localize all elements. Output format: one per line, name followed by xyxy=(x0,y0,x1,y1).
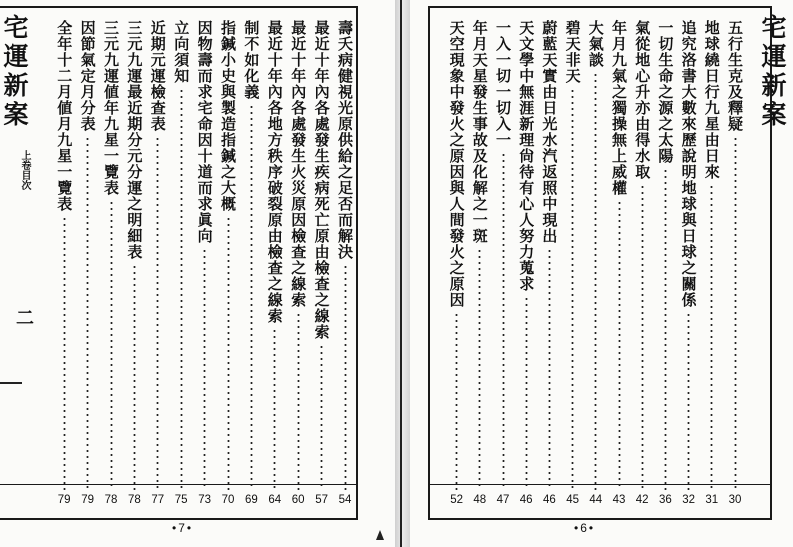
toc-entry-title: 最近十年內各處發生疾病死亡原由檢查之線索 xyxy=(312,20,331,340)
toc-page-number: 79 xyxy=(81,494,94,506)
toc-entry xyxy=(53,20,75,490)
dot-leader xyxy=(618,200,621,490)
dot-leader xyxy=(710,184,713,490)
toc-page-number: 36 xyxy=(658,494,672,506)
toc-entry-title: 近期元運檢查表 xyxy=(148,20,167,132)
dot-leader xyxy=(594,72,597,490)
toc-entry xyxy=(170,20,192,490)
toc-page-number: 52 xyxy=(450,494,463,506)
toc-entry-title: 最近十年內各地方秩序破裂原由檢查之線索 xyxy=(265,20,284,324)
toc-page-number: 60 xyxy=(291,494,305,506)
dot-leader xyxy=(502,152,505,490)
toc-page-number: 78 xyxy=(127,494,141,506)
dot-leader xyxy=(548,248,551,490)
toc-entry xyxy=(334,20,356,490)
dot-leader xyxy=(250,104,253,490)
toc-page-number: 31 xyxy=(705,494,719,506)
toc-entry xyxy=(469,20,491,490)
toc-entry-title: 蔚藍天實由日光水汽返照中現出 xyxy=(540,20,559,244)
toc-entry xyxy=(100,20,122,490)
running-header-title: 宅運新案 xyxy=(0,14,29,130)
toc-entry-title: 因物壽而求宅命因十道而求眞向 xyxy=(195,20,214,244)
toc-page-number: 78 xyxy=(104,494,118,506)
toc-page-number: 42 xyxy=(635,494,649,506)
binding-mark xyxy=(376,530,384,540)
toc-page-number: 45 xyxy=(566,494,579,506)
toc-entry xyxy=(147,20,169,490)
toc-entry-title: 五行生克及釋疑 xyxy=(726,20,744,132)
page-folio: •7• xyxy=(172,521,194,535)
toc-page-number: 43 xyxy=(612,494,626,506)
toc-entry-title: 年月九氣之獨操無上威權 xyxy=(610,20,628,196)
gutter-line xyxy=(400,0,402,547)
toc-entry-title: 大氣談 xyxy=(586,20,605,68)
left-page xyxy=(0,0,395,547)
toc-entry xyxy=(515,20,537,490)
dot-leader xyxy=(63,216,66,490)
dot-leader xyxy=(525,296,528,490)
dot-leader xyxy=(344,264,347,490)
side-mark: 二 xyxy=(16,308,34,329)
toc-entry xyxy=(194,20,216,490)
toc-entry xyxy=(538,20,560,490)
toc-page-number: 46 xyxy=(542,494,556,506)
toc-page-number: 57 xyxy=(315,494,328,506)
dot-leader xyxy=(664,168,667,490)
toc-entry-title: 一切生命之源之太陽 xyxy=(656,20,675,164)
toc-entry xyxy=(123,20,145,490)
running-header-subtitle: 上卷目次 xyxy=(19,150,30,190)
dot-leader xyxy=(273,328,276,490)
toc-page-number: 70 xyxy=(221,494,235,506)
toc-page-number: 32 xyxy=(682,494,695,506)
toc-entry-title: 壽夭病健視光原供給之足否而解決 xyxy=(336,20,354,260)
toc-entry xyxy=(562,20,584,490)
book-gutter xyxy=(395,0,410,547)
toc-entry xyxy=(446,20,468,490)
toc-entry-title: 指鍼小史與製造指鍼之大概 xyxy=(219,20,237,212)
toc-entry xyxy=(585,20,607,490)
toc-entry xyxy=(678,20,700,490)
dot-leader xyxy=(455,312,458,490)
toc-entry-title: 一入一切一切入一 xyxy=(494,20,512,148)
toc-entry xyxy=(492,20,514,490)
dot-leader xyxy=(156,136,159,490)
toc-page-number: 54 xyxy=(338,494,352,506)
toc-entry-title: 地球繞日行九星由日來 xyxy=(702,20,721,180)
toc-entry-title: 氣從地心升亦由得水取 xyxy=(633,20,652,180)
toc-entry-title: 三元九運最近期分元分運之明細表 xyxy=(125,20,144,260)
toc-page-number: 77 xyxy=(151,494,165,506)
toc-entry-title: 立向須知 xyxy=(172,20,191,84)
dot-leader xyxy=(641,184,644,490)
dot-leader xyxy=(133,264,136,490)
toc-page-number: 47 xyxy=(496,494,510,506)
toc-entry-title: 年月天星發生事故及化解之一斑 xyxy=(470,20,489,244)
toc-page-number: 30 xyxy=(728,494,742,506)
toc-page-number: 48 xyxy=(473,494,487,506)
dot-leader xyxy=(180,88,183,490)
side-rule xyxy=(0,382,22,384)
dot-leader xyxy=(203,248,206,490)
toc-entry xyxy=(217,20,239,490)
dot-leader xyxy=(297,312,300,490)
dot-leader xyxy=(86,136,89,490)
dot-leader xyxy=(478,248,481,490)
toc-page-number: 75 xyxy=(174,494,188,506)
toc-page-number: 64 xyxy=(268,494,282,506)
toc-page-number: 46 xyxy=(519,494,533,506)
toc-entry xyxy=(311,20,333,490)
toc-entry xyxy=(724,20,746,490)
toc-entry xyxy=(264,20,286,490)
toc-entry-title: 追究洛書大數來歷說明地球與日球之關係 xyxy=(679,20,698,308)
toc-entry xyxy=(631,20,653,490)
toc-entry-title: 三元九運値年九星一覽表 xyxy=(102,20,120,196)
right-page xyxy=(410,0,793,547)
toc-page-number: 79 xyxy=(57,494,71,506)
toc-entry xyxy=(701,20,723,490)
toc-page-number: 44 xyxy=(589,494,603,506)
dot-leader xyxy=(734,136,737,490)
dot-leader xyxy=(571,88,574,490)
dot-leader xyxy=(687,312,690,490)
toc-entry-title: 制不如化義 xyxy=(242,20,261,100)
toc-entry-title: 天空現象中發火之原因與人間發火之原因 xyxy=(447,20,466,308)
toc-entry-title: 天文學中無涯新理尙待有心人努力蒐求 xyxy=(517,20,536,292)
dot-leader xyxy=(227,216,230,490)
toc-entry-title: 因節氣定月分表 xyxy=(78,20,97,132)
toc-entry-title: 全年十二月値月九星一覽表 xyxy=(55,20,74,212)
toc-entry xyxy=(287,20,309,490)
toc-entry-title: 碧天非天 xyxy=(563,20,582,84)
toc-entry xyxy=(654,20,676,490)
toc-entry xyxy=(77,20,99,490)
toc-entry-title: 最近十年內各處發生火災原因檢查之線索 xyxy=(289,20,308,308)
page-folio: •6• xyxy=(574,521,596,535)
toc-entry xyxy=(240,20,262,490)
running-header-title: 宅運新案 xyxy=(758,14,787,130)
toc-entry xyxy=(608,20,630,490)
dot-leader xyxy=(110,200,113,490)
dot-leader xyxy=(320,344,323,490)
toc-page-number: 69 xyxy=(244,494,258,506)
toc-page-number: 73 xyxy=(198,494,211,506)
